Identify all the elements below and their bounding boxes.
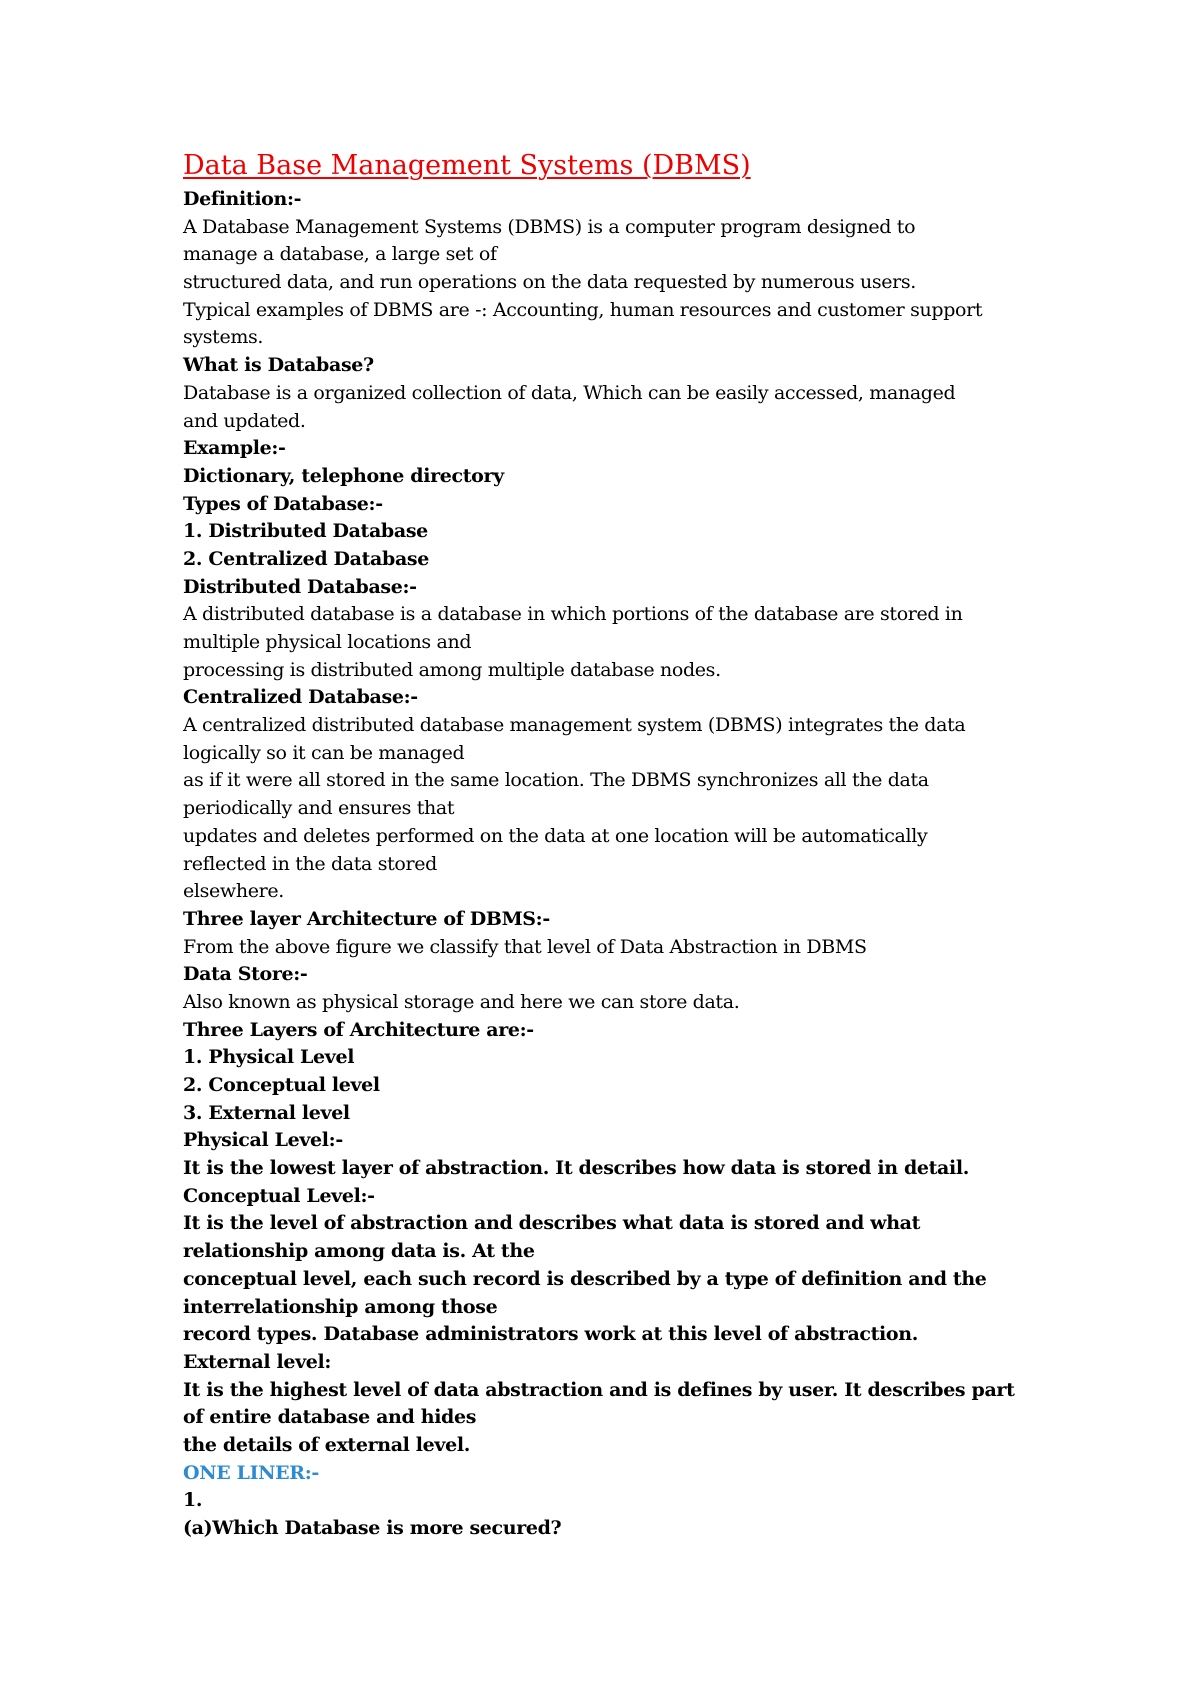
bold-line: record types. Database administrators work at this level of abstraction. <box>183 1323 918 1346</box>
paragraph-line: periodically and ensures that <box>183 797 455 820</box>
bold-line: Three layer Architecture of DBMS:- <box>183 907 550 930</box>
bold-line: 1. Distributed Database <box>183 520 428 543</box>
paragraph-line: updates and deletes performed on the data at one location will be automatically <box>183 824 928 847</box>
paragraph-line: Database is a organized collection of data, Which can be easily accessed, managed <box>183 381 956 404</box>
bold-line: It is the level of abstraction and describes what data is stored and what <box>183 1212 921 1235</box>
paragraph-line: reflected in the data stored <box>183 852 437 875</box>
paragraph-line: A Database Management Systems (DBMS) is a computer program designed to <box>183 215 916 238</box>
document-body <box>183 146 1043 1543</box>
bold-line: What is Database? <box>183 354 374 377</box>
bold-line: Definition:- <box>183 188 302 210</box>
bold-line: It is the highest level of data abstraction and is defines by user. It describes part <box>183 1378 1015 1401</box>
bold-line: Conceptual Level:- <box>183 1184 375 1207</box>
bold-line: Three Layers of Architecture are:- <box>183 1018 534 1041</box>
bold-line: 2. Centralized Database <box>183 547 429 570</box>
paragraph-line: systems. <box>183 326 264 349</box>
paragraph-line: Also known as physical storage and here we can store data. <box>183 990 740 1013</box>
paragraph-line: as if it were all stored in the same location. The DBMS synchronizes all the data <box>183 769 929 792</box>
bold-line: (a)Which Database is more secured? <box>183 1517 562 1539</box>
paragraph-line: From the above figure we classify that level of Data Abstraction in DBMS <box>183 935 867 958</box>
bold-line: the details of external level. <box>183 1433 470 1456</box>
bold-line: conceptual level, each such record is described by a type of definition and the <box>183 1267 987 1290</box>
paragraph-line: structured data, and run operations on the data requested by numerous users. <box>183 271 916 294</box>
document-text <box>183 186 1043 1543</box>
bold-line: External level: <box>183 1350 332 1373</box>
bold-line: Centralized Database:- <box>183 686 418 709</box>
bold-line: Physical Level:- <box>183 1129 343 1152</box>
paragraph-line: logically so it can be managed <box>183 741 465 764</box>
bold-line: Types of Database:- <box>183 492 383 515</box>
bold-line: Example:- <box>183 437 286 460</box>
bold-line: interrelationship among those <box>183 1295 498 1318</box>
bold-line: 3. External level <box>183 1101 350 1124</box>
bold-line: 1. Physical Level <box>183 1046 355 1069</box>
paragraph-line: elsewhere. <box>183 880 284 903</box>
bold-line: 2. Conceptual level <box>183 1074 380 1096</box>
page-title: Data Base Management Systems (DBMS) <box>183 150 751 181</box>
paragraph-line: A distributed database is a database in which portions of the database are stored in <box>183 603 963 626</box>
bold-line: of entire database and hides <box>183 1406 477 1429</box>
paragraph-line: multiple physical locations and <box>183 631 472 653</box>
paragraph-line: processing is distributed among multiple database nodes. <box>183 658 721 681</box>
bold-line: Dictionary, telephone directory <box>183 464 504 487</box>
bold-line: It is the lowest layer of abstraction. It describes how data is stored in detail. <box>183 1157 970 1180</box>
paragraph-line: A centralized distributed database management system (DBMS) integrates the data <box>183 714 966 737</box>
bold-line: Data Store:- <box>183 963 308 986</box>
bold-line: Distributed Database:- <box>183 575 417 598</box>
section-heading: ONE LINER:- <box>183 1461 319 1484</box>
bold-line: 1. <box>183 1489 203 1512</box>
paragraph-line: Typical examples of DBMS are -: Accounting, human resources and customer support <box>183 298 983 321</box>
paragraph-line: and updated. <box>183 409 306 432</box>
paragraph-line: manage a database, a large set of <box>183 243 497 266</box>
bold-line: relationship among data is. At the <box>183 1240 535 1263</box>
